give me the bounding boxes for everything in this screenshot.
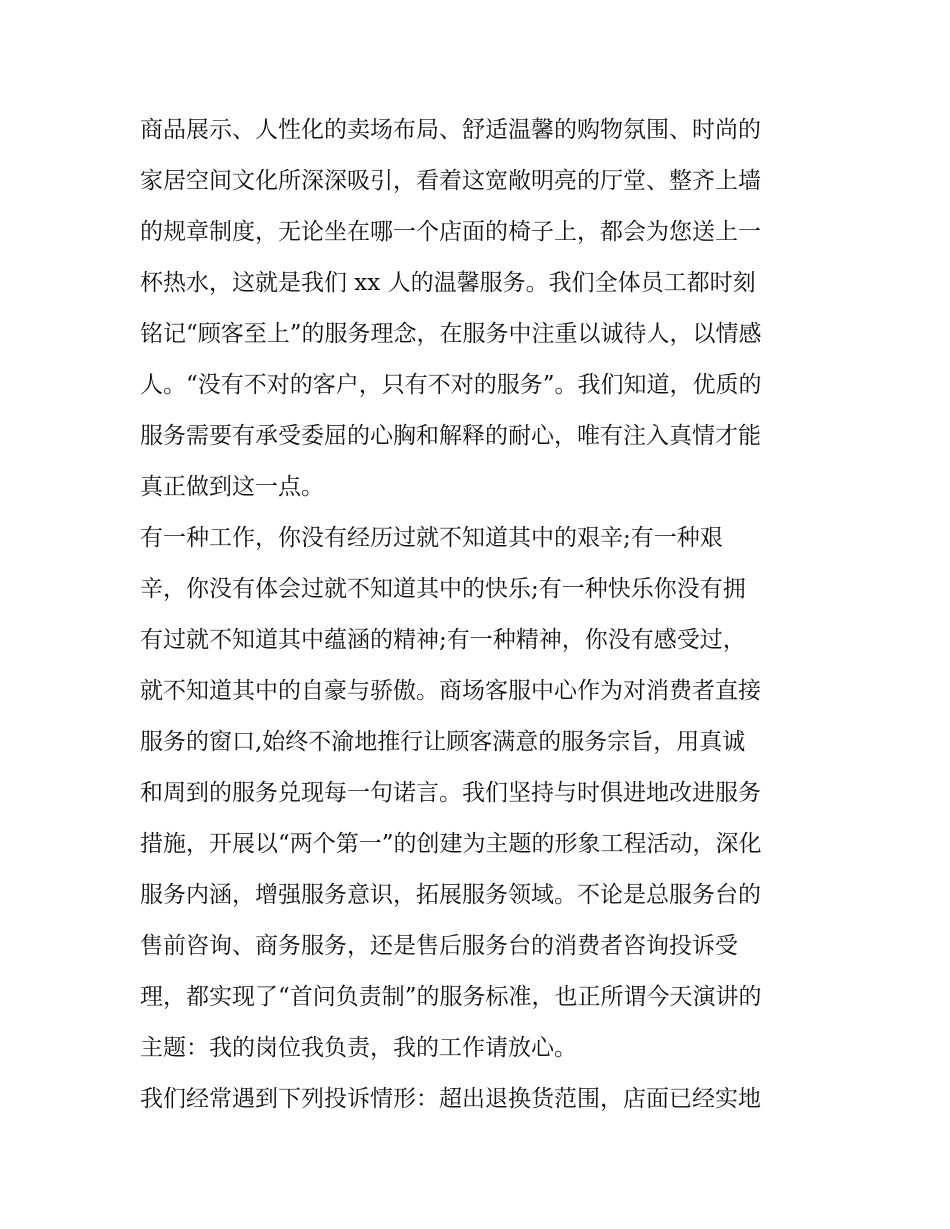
text-line: 主题：我的岗位我负责，我的工作请放心。 <box>140 1035 577 1061</box>
text-line: 理，都实现了“首问负责制”的服务标准，也正所谓今天演讲的 <box>140 984 762 1010</box>
text-line: 服务的窗口,始终不渝地推行让顾客满意的服务宗旨，用真诚 <box>140 729 746 755</box>
text-line: 服务内涵，增强服务意识，拓展服务领域。不论是总服务台的 <box>140 882 761 908</box>
text-line: 辛，你没有体会过就不知道其中的快乐;有一种快乐你没有拥 <box>140 576 746 602</box>
text-line: 售前咨询、商务服务，还是售后服务台的消费者咨询投诉受 <box>140 933 738 959</box>
text-line: 铭记“顾客至上”的服务理念，在服务中注重以诚待人，以情感 <box>140 321 762 347</box>
text-line: 商品展示、人性化的卖场布局、舒适温馨的购物氛围、时尚的 <box>140 117 761 143</box>
text-line: 我们经常遇到下列投诉情形：超出退换货范围，店面已经实地 <box>140 1086 761 1112</box>
paragraph <box>140 1074 820 1125</box>
text-line: 的规章制度，无论坐在哪一个店面的椅子上，都会为您送上一 <box>140 219 761 245</box>
text-line: 杯热水，这就是我们 xx 人的温馨服务。我们全体员工都时刻 <box>140 270 756 296</box>
text-line: 真正做到这一点。 <box>140 474 324 500</box>
text-line: 有过就不知道其中蕴涵的精神;有一种精神，你没有感受过， <box>140 627 746 653</box>
text-line: 和周到的服务兑现每一句诺言。我们坚持与时俱进地改进服务 <box>140 780 761 806</box>
paragraph <box>140 105 820 513</box>
paragraph <box>140 513 820 1074</box>
text-line: 有一种工作，你没有经历过就不知道其中的艰辛;有一种艰 <box>140 525 723 551</box>
text-line: 措施，开展以“两个第一”的创建为主题的形象工程活动，深化 <box>140 831 762 857</box>
text-line: 家居空间文化所深深吸引，看着这宽敞明亮的厅堂、整齐上墙 <box>140 168 761 194</box>
document-body <box>140 105 820 1125</box>
text-line: 就不知道其中的自豪与骄傲。商场客服中心作为对消费者直接 <box>140 678 761 704</box>
text-line: 服务需要有承受委屈的心胸和解释的耐心，唯有注入真情才能 <box>140 423 761 449</box>
text-line: 人。“没有不对的客户，只有不对的服务”。我们知道，优质的 <box>140 372 762 398</box>
